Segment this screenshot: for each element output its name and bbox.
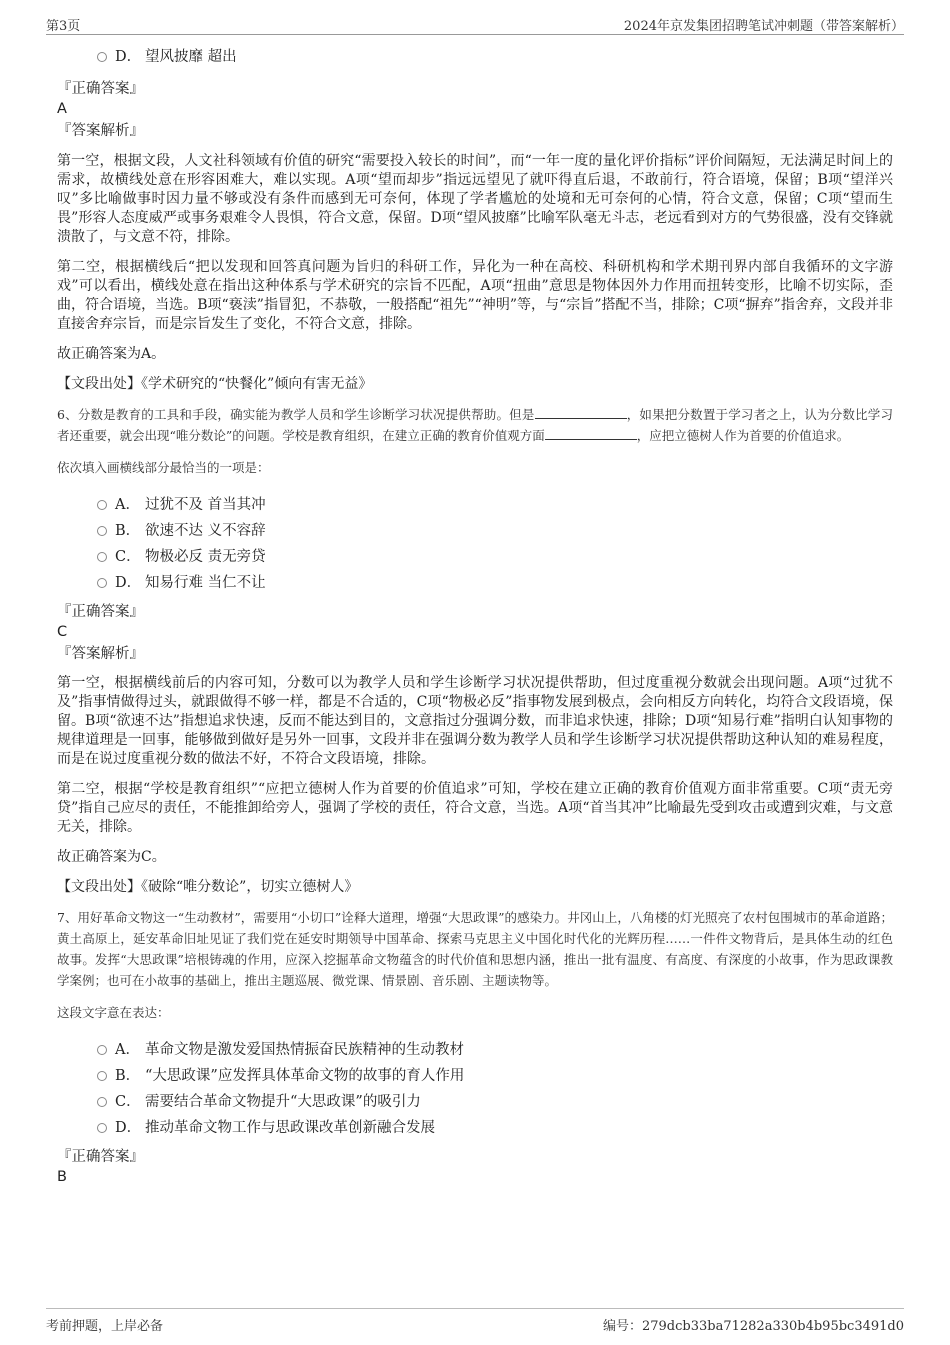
q6-stem-part-1: 6、分数是教育的工具和手段，确实能为教学人员和学生诊断学习状况提供帮助。但是 [57, 407, 535, 422]
footer-slogan: 考前押题，上岸必备 [46, 1319, 164, 1334]
option-text: 物极必反 责无旁贷 [145, 549, 266, 565]
q6-options [57, 492, 893, 596]
radio-icon[interactable] [97, 1071, 107, 1081]
radio-icon[interactable] [97, 1045, 107, 1055]
q6-option-b[interactable] [57, 518, 893, 544]
radio-icon[interactable] [97, 52, 107, 62]
option-letter: C． [115, 1094, 141, 1110]
radio-icon[interactable] [97, 552, 107, 562]
q5-analysis-1: 第一空，根据文段，人文社科领域有价值的研究“需要投入较长的时间”，而“一年一度的量化评价指标”评价间隔短，无法满足时间上的需求，故横线处意在形容困难大，难以实现。A项“望而却步”指远远望见了就吓得直后退，不敢前行，符合语境，保留；B项“望洋兴叹”多比喻做事时因力量不够或没有条件而感到无可奈何，体现了学者尴尬的处境和无可奈何的心情，符合文意，保留；C项“望而生畏”形容人态度威严或事务艰难令人畏惧，符合文意，保留。D项“望风披靡”比喻军队毫无斗志，老远看到对方的气势很盛，没有交锋就溃散了，与文意不符，排除。 [57, 153, 893, 245]
q5-analysis-2: 第二空，根据横线后“把以发现和回答真问题为旨归的科研工作，异化为一种在高校、科研机构和学术期刊界内部自我循环的文字游戏”可以看出，横线处意在指出这种体系与学术研究的宗旨不匹配，A项“扭曲”意思是物体因外力作用而扭转变形，比喻不切实际，歪曲，符合语境，当选。B项“亵渎”指冒犯，不恭敬，一般搭配“祖先”“神明”等，与“宗旨”搭配不当，排除；C项“摒弃”指舍弃，文段并非直接舍弃宗旨，而是宗旨发生了变化，不符合文意，排除。 [57, 259, 893, 332]
q6-source: 【文段出处】《破除“唯分数论”，切实立德树人》 [57, 879, 359, 895]
correct-answer-label: 『正确答案』 [57, 81, 144, 97]
q7-stem: 7、用好革命文物这一“生动教材”，需要用“小切口”诠释大道理，增强“大思政课”的感染力。井冈山上，八角楼的灯光照亮了农村包围城市的革命道路；黄土高原上，延安革命旧址见证了我们党在延安时期领导中国革命、探索马克思主义中国化时代化的光辉历程……一件件文物背后，是具体生动的红色故事。发挥“大思政课”培根铸魂的作用，应深入挖掘革命文物蕴含的时代价值和思想内涵，推出一批有温度、有高度、有深度的小故事，作为思政课教学案例；也可在小故事的基础上，推出主题巡展、微党课、情景剧、音乐剧、主题读物等。 [57, 910, 893, 988]
option-letter: C． [115, 549, 141, 565]
q6-stem-part-3: ，应把立德树人作为首要的价值追求。 [636, 428, 850, 443]
q7-option-d[interactable] [57, 1115, 893, 1141]
correct-answer-label: 『正确答案』 [57, 604, 144, 620]
q6-conclusion: 故正确答案为C。 [57, 849, 166, 865]
q5-option-d[interactable] [57, 44, 893, 70]
option-letter: D． [115, 575, 142, 591]
q7-answer: B [57, 1169, 67, 1185]
option-letter: D． [115, 1120, 142, 1136]
option-text: 推动革命文物工作与思政课改革创新融合发展 [145, 1120, 435, 1136]
q6-prompt: 依次填入画横线部分最恰当的一项是： [57, 460, 270, 475]
option-text: 知易行难 当仁不让 [145, 575, 266, 591]
q6-option-a[interactable] [57, 492, 893, 518]
q7-option-b[interactable] [57, 1063, 893, 1089]
q6-option-d[interactable] [57, 570, 893, 596]
q7-option-c[interactable] [57, 1089, 893, 1115]
q7-option-a[interactable] [57, 1037, 893, 1063]
radio-icon[interactable] [97, 500, 107, 510]
q6-answer: C [57, 624, 68, 640]
q6-stem [57, 404, 893, 446]
analysis-label: 『答案解析』 [57, 123, 144, 139]
main-content [57, 44, 893, 1187]
analysis-label: 『答案解析』 [57, 646, 144, 662]
q6-analysis-2: 第二空，根据“学校是教育组织”“应把立德树人作为首要的价值追求”可知，学校在建立正确的教育价值观方面非常重要。C项“责无旁贷”指自己应尽的责任，不能推卸给旁人，强调了学校的责任，符合文意，当选。A项“首当其冲”比喻最先受到攻击或遭到灾难，与文意无关，排除。 [57, 781, 893, 835]
radio-icon[interactable] [97, 1123, 107, 1133]
q6-analysis-1: 第一空，根据横线前后的内容可知，分数可以为教学人员和学生诊断学习状况提供帮助，但过度重视分数就会出现问题。A项“过犹不及”指事情做得过头，就跟做得不够一样，都是不合适的，C项“物极必反”指事物发展到极点，会向相反方向转化，均符合文段语境，保留。B项“欲速不达”指想追求快速，反而不能达到目的，文意指过分强调分数，而非追求快速，排除；D项“知易行难”指明白认知事物的规律道理是一回事，能够做到做好是另外一回事，文段并非在强调分数为教学人员和学生诊断学习状况提供帮助这种认知的难易程度，而是在说过度重视分数的做法不好，不符合文段语境，排除。 [57, 675, 893, 767]
document-title: 2024年京发集团招聘笔试冲刺题（带答案解析） [623, 19, 904, 34]
option-text: 望风披靡 超出 [145, 49, 237, 65]
q7-options [57, 1037, 893, 1141]
q7-prompt: 这段文字意在表达： [57, 1005, 170, 1020]
page-header [46, 12, 904, 35]
option-letter: D． [115, 49, 142, 65]
option-letter: A． [115, 1042, 140, 1058]
correct-answer-label: 『正确答案』 [57, 1149, 144, 1165]
option-text: “大思政课”应发挥具体革命文物的故事的育人作用 [145, 1068, 465, 1084]
radio-icon[interactable] [97, 1097, 107, 1107]
page-footer [46, 1308, 904, 1339]
option-letter: B． [115, 523, 141, 539]
radio-icon[interactable] [97, 526, 107, 536]
radio-icon[interactable] [97, 578, 107, 588]
q6-option-c[interactable] [57, 544, 893, 570]
option-text: 需要结合革命文物提升“大思政课”的吸引力 [145, 1094, 421, 1110]
option-letter: A． [115, 497, 140, 513]
option-text: 欲速不达 义不容辞 [145, 523, 266, 539]
option-letter: B． [115, 1068, 141, 1084]
document-id: 编号：279dcb33ba71282a330b4b95bc3491d0 [602, 1319, 904, 1334]
option-text: 革命文物是激发爱国热情振奋民族精神的生动教材 [145, 1042, 464, 1058]
q6-stem-part-2: ，如果把分数置于学习者之上，认为分数比学习者还重要，就会出现“唯分数论”的问题。学校是教育组织，在建立正确的教育价值观方面 [57, 407, 893, 443]
q6-blank-1 [535, 406, 627, 419]
q5-conclusion: 故正确答案为A。 [57, 346, 166, 362]
option-text: 过犹不及 首当其冲 [145, 497, 266, 513]
page-number: 第3页 [46, 19, 81, 34]
q5-answer: A [57, 101, 67, 117]
q6-blank-2 [545, 427, 637, 440]
q5-source: 【文段出处】《学术研究的“快餐化”倾向有害无益》 [57, 376, 373, 392]
